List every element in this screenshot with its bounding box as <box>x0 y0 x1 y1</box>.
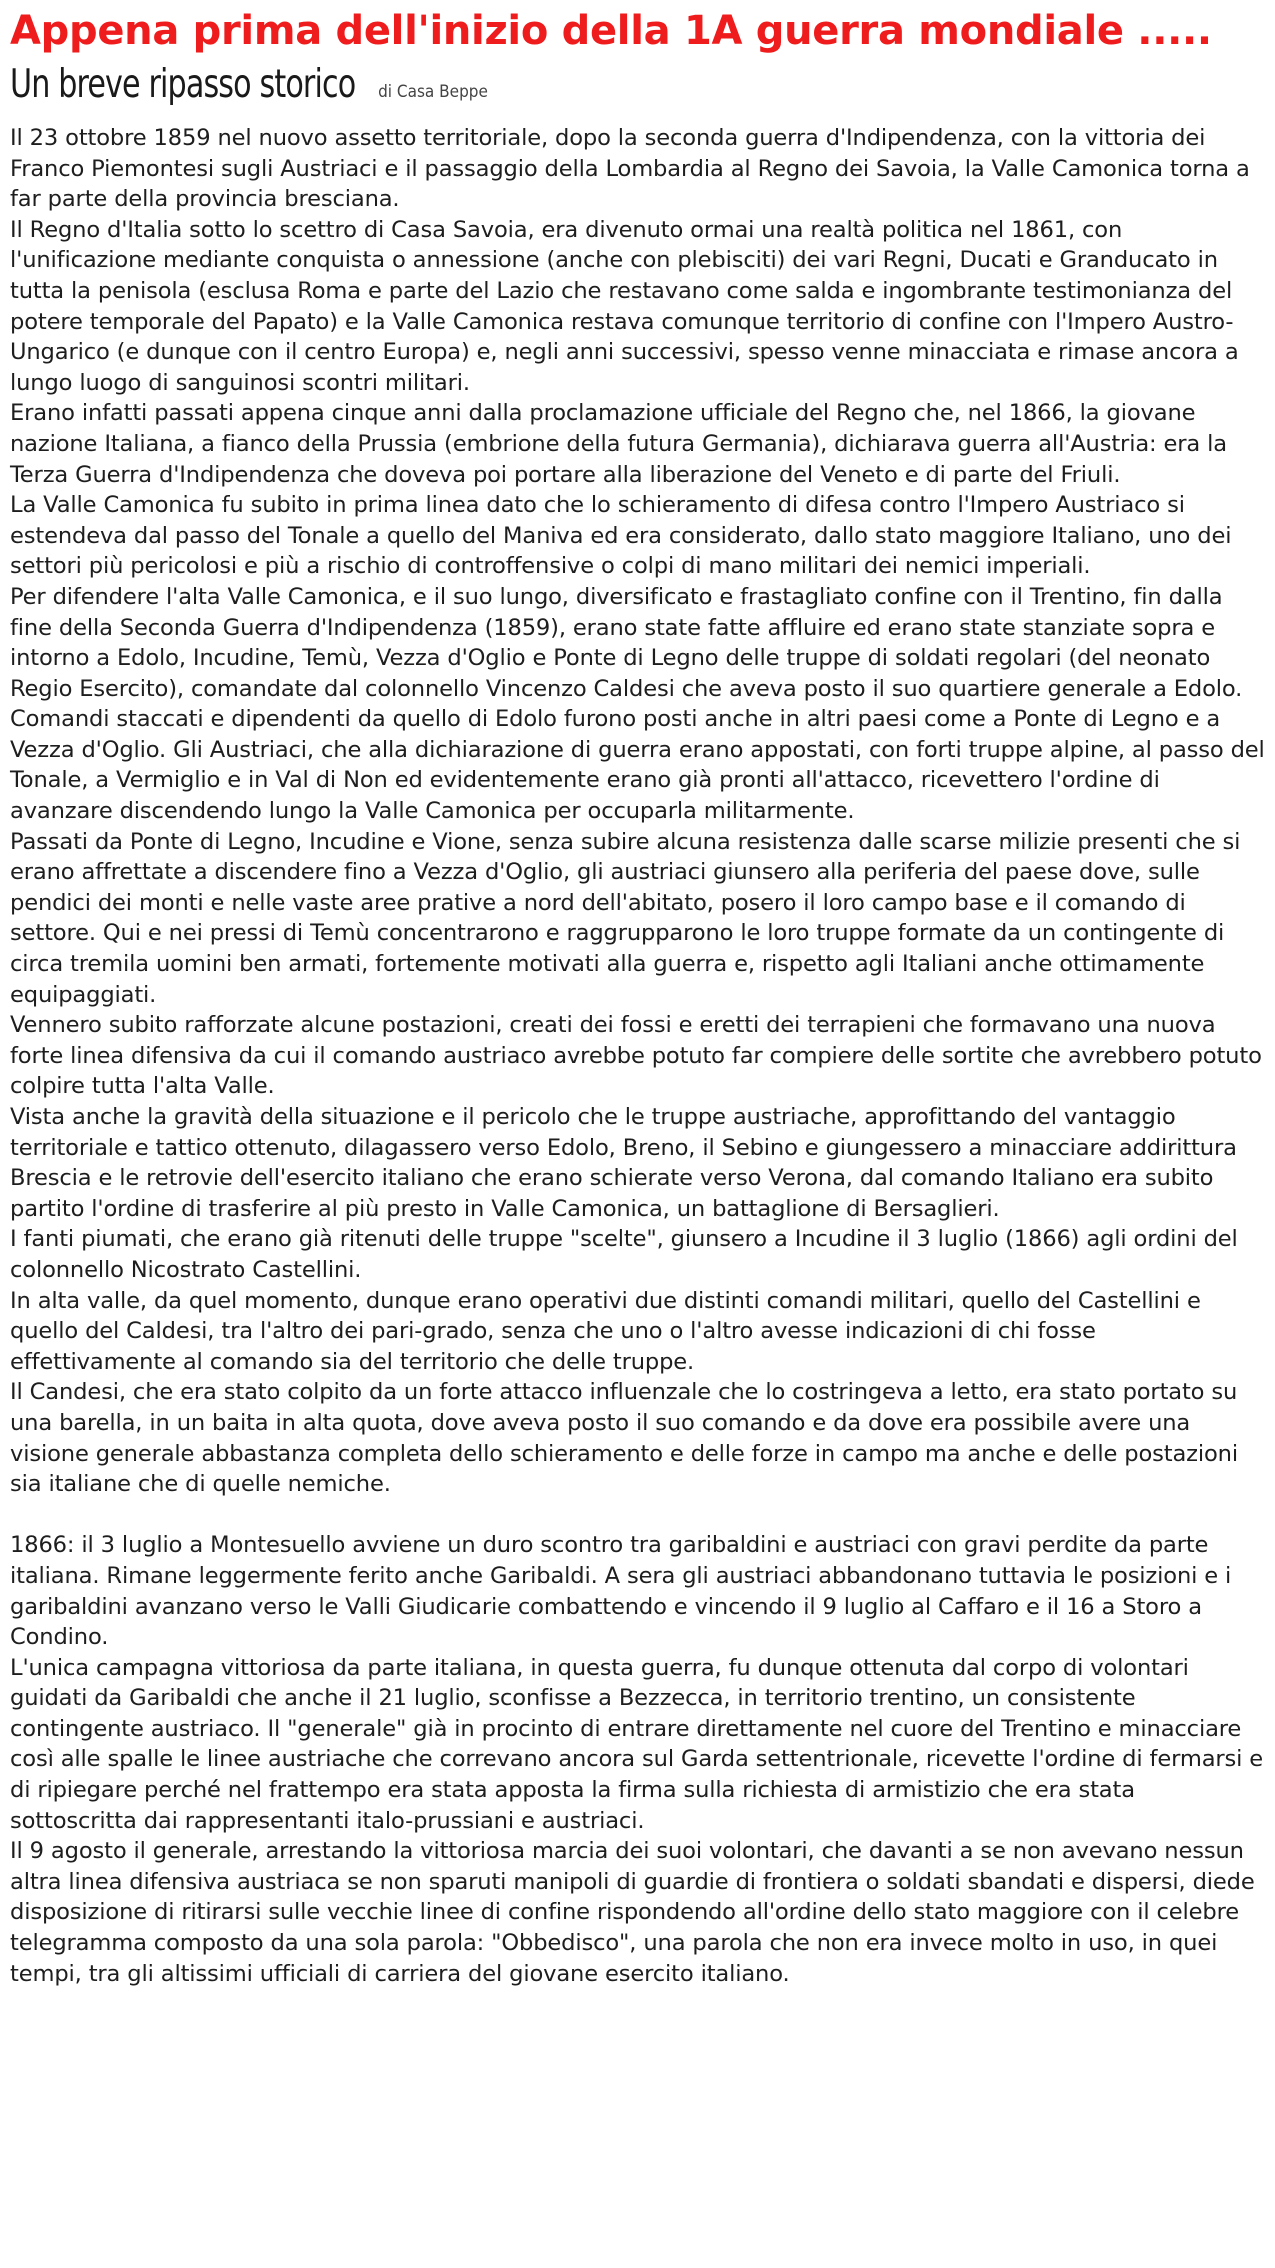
paragraph: In alta valle, da quel momento, dunque erano operativi due distinti comandi militari, quello del Castellini e quello del Caldesi, tra l'altro dei pari-grado, senza che uno o l'altro avesse indicazioni di chi fosse effettivamente al comando sia del territorio che delle truppe. <box>10 1287 1201 1375</box>
paragraph: L'unica campagna vittoriosa da parte italiana, in questa guerra, fu dunque ottenuta dal corpo di volontari guidati da Garibaldi che anche il 21 luglio, sconfisse a Bezzecca, in territorio trentino, un consistente contingente austriaco. Il "generale" già in procinto di entrare direttamente nel cuore del Trentino e minacciare così alle spalle le linee austriache che correvano ancora sul Garda settentrionale, ricevette l'ordine di fermarsi e di ripiegare perché nel frattempo era stata apposta la firma sulla richiesta di armistizio che era stata sottoscritta dai rappresentanti italo-prussiani e austriaci. <box>10 1654 1264 1834</box>
subtitle-row <box>10 60 1267 117</box>
subtitle: Un breve ripasso storico <box>10 62 356 107</box>
paragraph: Per difendere l'alta Valle Camonica, e il suo lungo, diversificato e frastagliato confine con il Trentino, fin dalla fine della Seconda Guerra d'Indipendenza (1859), erano state fatte affluire ed erano state stanziate sopra e intorno a Edolo, Incudine, Temù, Vezza d'Oglio e Ponte di Legno delle truppe di soldati regolari (del neonato Regio Esercito), comandate dal colonnello Vincenzo Caldesi che aveva posto il suo quartiere generale a Edolo. <box>10 583 1243 702</box>
paragraph: 1866: il 3 luglio a Montesuello avviene un duro scontro tra garibaldini e austriaci con gravi perdite da parte italiana. Rimane leggermente ferito anche Garibaldi. A sera gli austriaci abbandonano tuttavia le posizioni e i garibaldini avanzano verso le Valli Giudicarie combattendo e vincendo il 9 luglio al Caffaro e il 16 a Storo a Condino. <box>10 1532 1232 1651</box>
page-title: Appena prima dell'inizio della 1A guerra mondiale ..... <box>10 8 1212 54</box>
article-body <box>10 123 1267 1989</box>
paragraph: I fanti piumati, che erano già ritenuti delle truppe "scelte", giunsero a Incudine il 3 luglio (1866) agli ordini del colonnello Nicostrato Castellini. <box>10 1226 1238 1283</box>
paragraph-spacer <box>10 1500 1267 1531</box>
paragraph: Il Candesi, che era stato colpito da un forte attacco influenzale che lo costringeva a letto, era stato portato su una barella, in un baita in alta quota, dove aveva posto il suo comando e da dove era possibile avere una visione generale abbastanza completa dello schieramento e delle forze in campo ma anche e delle postazioni sia italiane che di quelle nemiche. <box>10 1379 1238 1498</box>
paragraph: La Valle Camonica fu subito in prima linea dato che lo schieramento di difesa contro l'Impero Austriaco si estendeva dal passo del Tonale a quello del Maniva ed era considerato, dallo stato maggiore Italiano, uno dei settori più pericolosi e più a rischio di controffensive o colpi di mano militari dei nemici imperiali. <box>10 492 1232 580</box>
paragraph: Il 23 ottobre 1859 nel nuovo assetto territoriale, dopo la seconda guerra d'Indipendenza, con la vittoria dei Franco Piemontesi sugli Austriaci e il passaggio della Lombardia al Regno dei Savoia, la Valle Camonica torna a far parte della provincia bresciana. <box>10 125 1250 213</box>
paragraph: Vista anche la gravità della situazione e il pericolo che le truppe austriache, approfittando del vantaggio territoriale e tattico ottenuto, dilagassero verso Edolo, Breno, il Sebino e giungessero a minacciare addirittura Brescia e le retrovie dell'esercito italiano che erano schierate verso Verona, dal comando Italiano era subito partito l'ordine di trasferire al più presto in Valle Camonica, un battaglione di Bersaglieri. <box>10 1104 1237 1222</box>
paragraph: Erano infatti passati appena cinque anni dalla proclamazione ufficiale del Regno che, nel 1866, la giovane nazione Italiana, a fianco della Prussia (embrione della futura Germania), dichiarava guerra all'Austria: era la Terza Guerra d'Indipendenza che doveva poi portare alla liberazione del Veneto e di parte del Friuli. <box>10 400 1227 488</box>
paragraph: Vennero subito rafforzate alcune postazioni, creati dei fossi e eretti dei terrapieni che formavano una nuova forte linea difensiva da cui il comando austriaco avrebbe potuto far compiere delle sortite che avrebbero potuto colpire tutta l'alta Valle. <box>10 1012 1262 1100</box>
paragraph: Il Regno d'Italia sotto lo scettro di Casa Savoia, era divenuto ormai una realtà politica nel 1861, con l'unificazione mediante conquista o annessione (anche con plebisciti) dei vari Regni, Ducati e Granducato in tutta la penisola (esclusa Roma e parte del Lazio che restavano come salda e ingombrante testimonianza del potere temporale del Papato) e la Valle Camonica restava comunque territorio di confine con l'Impero Austro-Ungarico (e dunque con il centro Europa) e, negli anni successivi, spesso venne minacciata e rimase ancora a lungo luogo di sanguinosi scontri militari. <box>10 216 1239 396</box>
paragraph: Comandi staccati e dipendenti da quello di Edolo furono posti anche in altri paesi come a Ponte di Legno e a Vezza d'Oglio. Gli Austriaci, che alla dichiarazione di guerra erano appostati, con forti truppe alpine, al passo del Tonale, a Vermiglio e in Val di Non ed evidentemente erano già pronti all'attacco, ricevettero l'ordine di avanzare discendendo lungo la Valle Camonica per occuparla militarmente. <box>10 706 1265 825</box>
byline: di Casa Beppe <box>378 82 488 102</box>
paragraph: Passati da Ponte di Legno, Incudine e Vione, senza subire alcuna resistenza dalle scarse milizie presenti che si erano affrettate a discendere fino a Vezza d'Oglio, gli austriaci giunsero alla periferia del paese dove, sulle pendici dei monti e nelle vaste aree prative a nord dell'abitato, posero il loro campo base e il comando di settore. Qui e nei pressi di Temù concentrarono e raggrupparono le loro truppe formate da un contingente di circa tremila uomini ben armati, fortemente motivati alla guerra e, rispetto agli Italiani anche ottimamente equipaggiati. <box>10 828 1241 1008</box>
paragraph: Il 9 agosto il generale, arrestando la vittoriosa marcia dei suoi volontari, che davanti a se non avevano nessun altra linea difensiva austriaca se non sparuti manipoli di guardie di frontiera o soldati sbandati e dispersi, diede disposizione di ritirarsi sulle vecchie linee di confine rispondendo all'ordine dello stato maggiore con il celebre telegramma composto da una sola parola: "Obbedisco", una parola che non era invece molto in uso, in quei tempi, tra gli altissimi ufficiali di carriera del giovane esercito italiano. <box>10 1838 1255 1987</box>
